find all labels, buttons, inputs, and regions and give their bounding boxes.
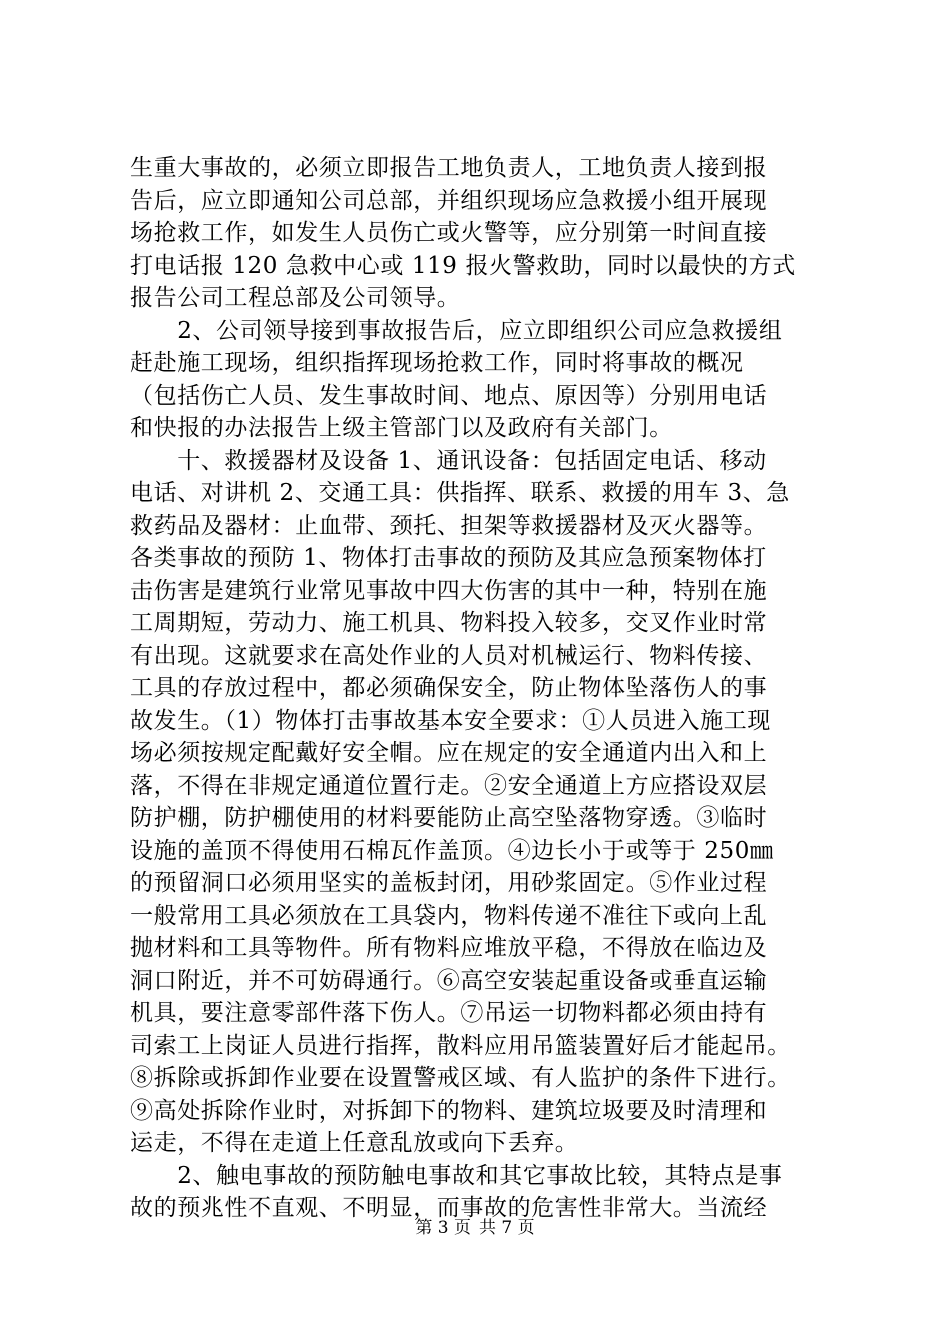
body-text [130,152,830,1225]
text-line: 司索工上岗证人员进行指挥，散料应用吊篮装置好后才能起吊。 [130,1032,791,1059]
text-line: 赶赴施工现场，组织指挥现场抢救工作，同时将事故的概况 [130,350,744,376]
text-line: 有出现。这就要求在高处作业的人员对机械运行、物料传接、 [130,642,768,669]
text-line: 打电话报 120 急救中心或 119 报火警救助，同时以最快的方式 [130,252,796,279]
page-number: 第 3 页 [415,1218,471,1238]
text-line: 救药品及器材：止血带、颈托、担架等救援器材及灭火器等。 [130,512,768,539]
text-line: 设施的盖顶不得使用石棉瓦作盖顶。④边长小于或等于 250㎜ [130,837,774,864]
text-line: 十、救援器材及设备 1、通讯设备：包括固定电话、移动 [130,447,767,474]
text-line: 工周期短，劳动力、施工机具、物料投入较多，交叉作业时常 [130,610,768,636]
text-line: 一般常用工具必须放在工具袋内，物料传递不准往下或向上乱 [130,902,768,929]
page-footer [0,1216,950,1240]
text-line: 工具的存放过程中，都必须确保安全，防止物体坠落伤人的事 [130,675,768,701]
text-line: 2、公司领导接到事故报告后，应立即组织公司应急救援组 [130,317,783,344]
text-line: 场必须按规定配戴好安全帽。应在规定的安全通道内出入和上 [130,740,768,766]
text-line: 的预留洞口必须用坚实的盖板封闭，用砂浆固定。⑤作业过程 [130,870,768,896]
text-line: 落，不得在非规定通道位置行走。②安全通道上方应搭设双层 [130,772,768,799]
text-line: 生重大事故的，必须立即报告工地负责人，工地负责人接到报 [130,155,768,181]
text-line: 击伤害是建筑行业常见事故中四大伤害的其中一种，特别在施 [130,577,768,604]
text-line: 告后，应立即通知公司总部，并组织现场应急救援小组开展现 [130,187,768,214]
text-line: 防护棚，防护棚使用的材料要能防止高空坠落物穿透。③临时 [130,805,768,831]
text-line: 故发生。（1）物体打击事故基本安全要求：①人员进入施工现 [130,707,771,734]
page-total: 共 7 页 [479,1218,535,1238]
text-line: 和快报的办法报告上级主管部门以及政府有关部门。 [130,415,673,441]
text-line: 电话、对讲机 2、交通工具：供指挥、联系、救援的用车 3、急 [130,480,790,506]
text-line: 场抢救工作，如发生人员伤亡或火警等，应分别第一时间直接 [130,220,768,246]
text-line: 报告公司工程总部及公司领导。 [130,285,461,311]
text-line: 故的预兆性不直观、不明显，而事故的危害性非常大。当流经 [130,1195,768,1221]
text-line: 机具，要注意零部件落下伤人。⑦吊运一切物料都必须由持有 [130,1000,768,1026]
text-line: 洞口附近，并不可妨碍通行。⑥高空安装起重设备或垂直运输 [130,967,768,994]
text-line: ⑧拆除或拆卸作业要在设置警戒区域、有人监护的条件下进行。 [130,1065,791,1091]
text-line: 抛材料和工具等物件。所有物料应堆放平稳，不得放在临边及 [130,935,768,961]
text-line: （包括伤亡人员、发生事故时间、地点、原因等）分别用电话 [130,382,768,409]
text-line: 2、触电事故的预防触电事故和其它事故比较，其特点是事 [130,1162,783,1189]
text-line: 运走，不得在走道上任意乱放或向下丢弃。 [130,1130,579,1156]
text-line: 各类事故的预防 1、物体打击事故的预防及其应急预案物体打 [130,545,767,571]
text-line: ⑨高处拆除作业时，对拆卸下的物料、建筑垃圾要及时清理和 [130,1097,768,1124]
